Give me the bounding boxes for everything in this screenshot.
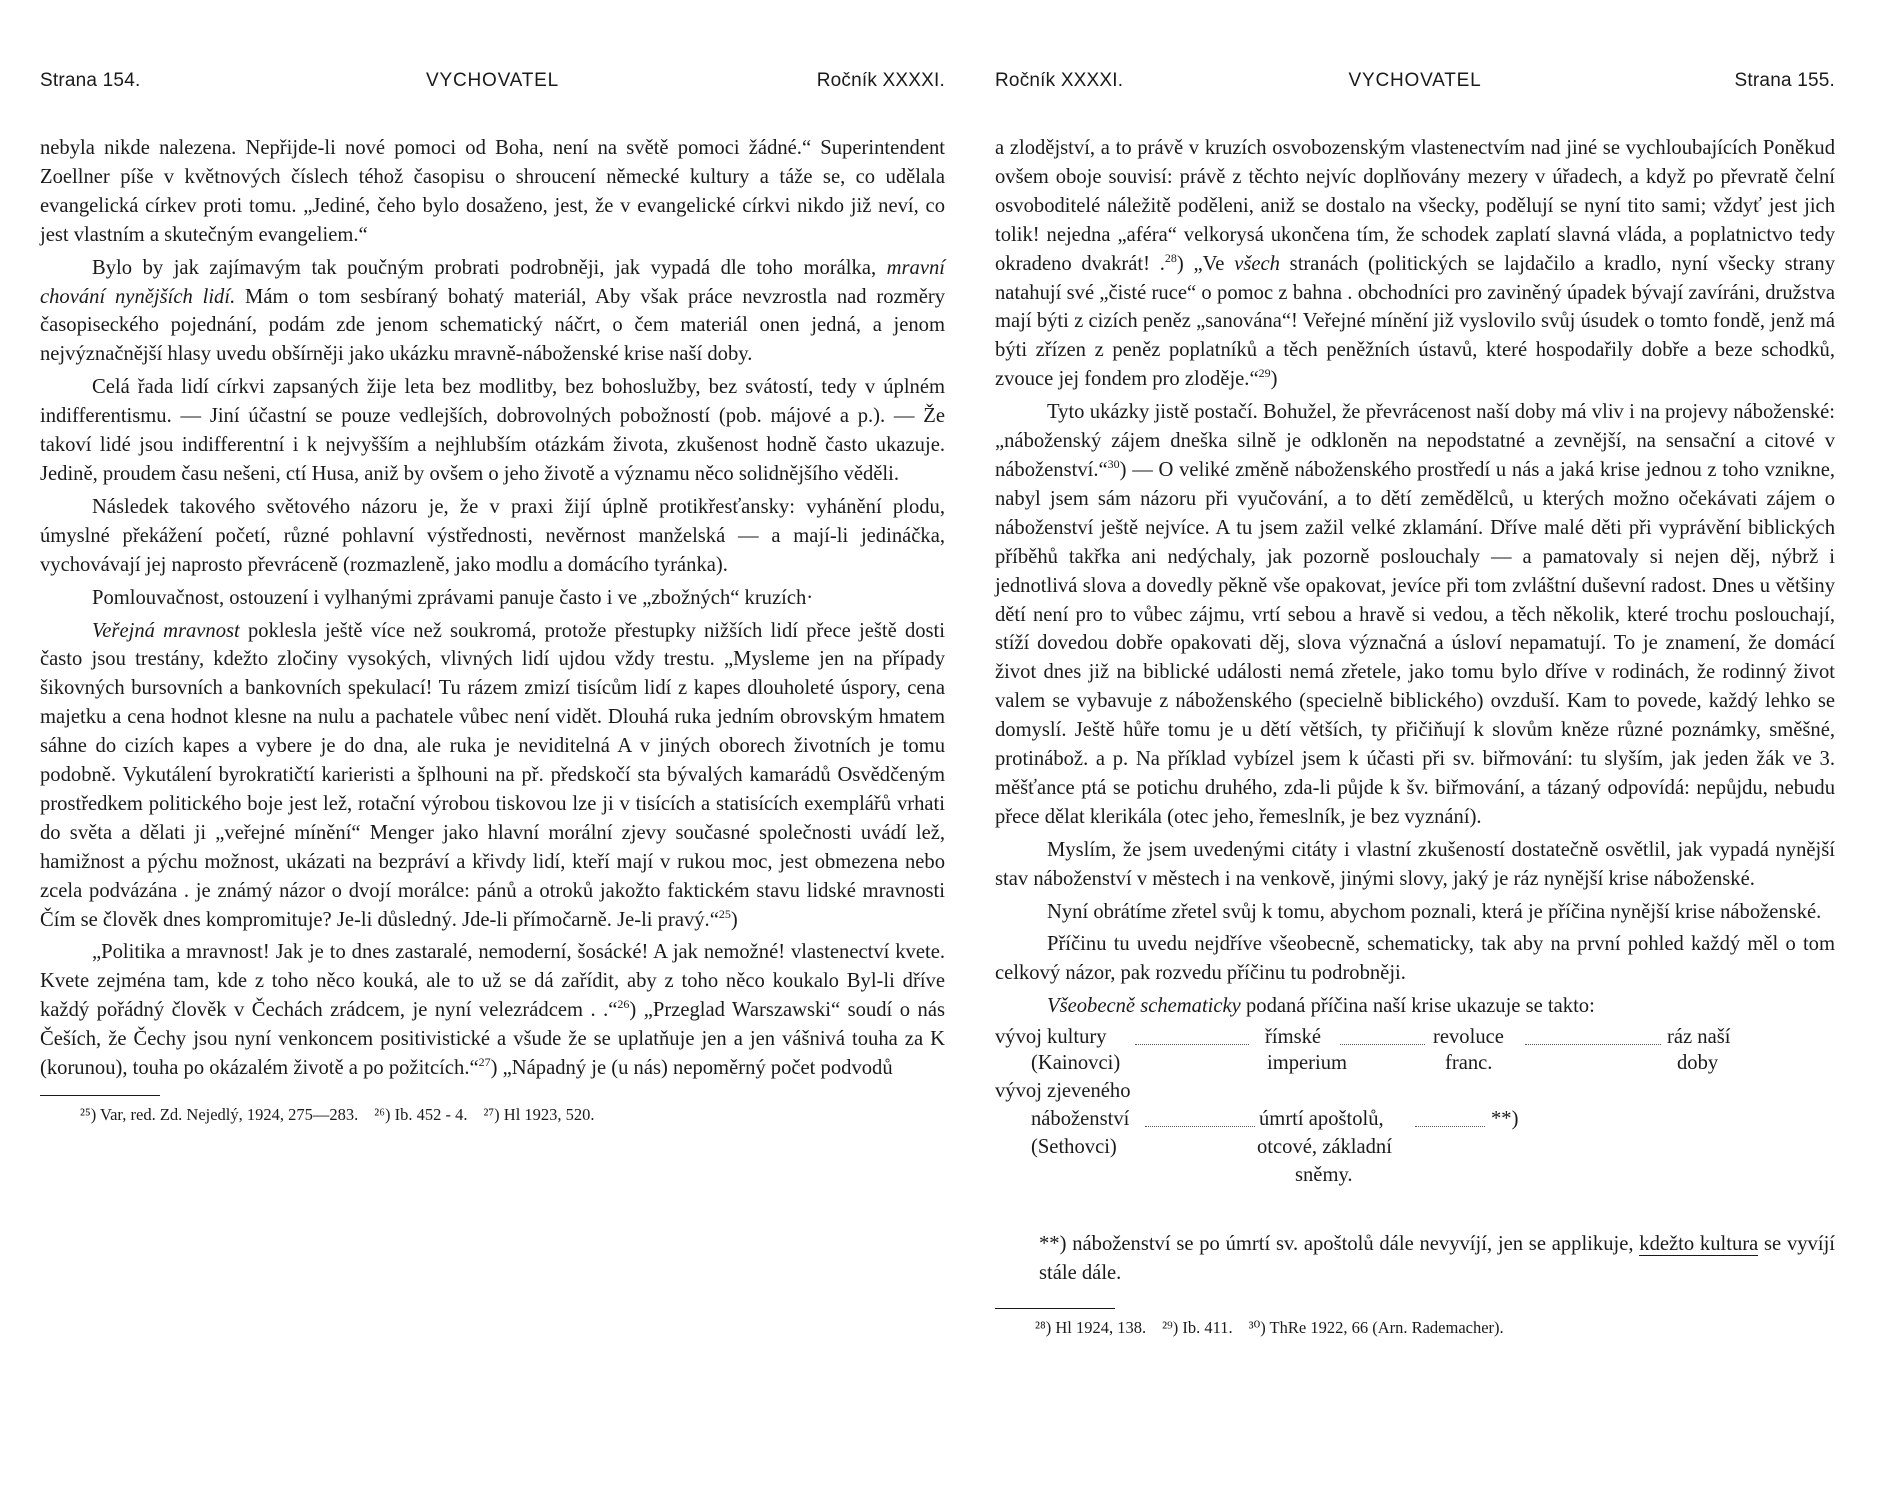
schema-character: ráz naší (1667, 1026, 1731, 1049)
left-volume: Ročník XXXXI. (816, 70, 945, 91)
schema-cainites: (Kainovci) (1031, 1052, 1121, 1075)
right-page (995, 70, 1835, 1480)
schema-dots (1415, 1126, 1485, 1127)
paragraph (995, 134, 1835, 394)
right-page-number: Strana 155. (1734, 70, 1835, 91)
footnote-ref: 26 (617, 997, 630, 1012)
right-footnotes (995, 1317, 1835, 1339)
schema-french: franc. (1445, 1052, 1493, 1075)
schema-dots (1135, 1044, 1249, 1045)
schema-revolution: revoluce (1433, 1026, 1504, 1049)
text-run: ) „Ve (1176, 252, 1235, 275)
schema-dots (1525, 1044, 1661, 1045)
text-run: Příčinu tu uvedu nejdříve všeobecně, schematicky, tak aby na první pohled každý měl o tom celkový názor, pak rozvedu příčinu tu podrobněji. (995, 933, 1835, 985)
schema-note-underlined: kdežto kultura (1639, 1232, 1759, 1255)
paragraph (995, 930, 1835, 988)
footnote-ref: 27 (478, 1055, 491, 1070)
text-run: stranách (politických se lajdačilo a kradlo, nyní všecky strany natahují své „čisté ruce“ o pomoc z bahna . obchodníci pro zaviněný úpadek bývají zavíráni, družstva mají býti z cizích peněz „sanována“! Veřejné mínění již vyslovilo svůj úsudek o tomto fondě, jenž má býti zřízen z peněz poplatníků a těch peněžních ústavů, které hospodařily dobře a beze schodků, zvouce jej fondem pro zloděje.“ (995, 252, 1835, 391)
schema-note (995, 1230, 1835, 1288)
text-run: Myslím, že jsem uvedenými citáty i vlastní zkušeností dostatečně osvětlil, jak vypadá nynější stav náboženství v městech i na venkově, jinými slovy, jaký je ráz nynější krise náboženské. (995, 838, 1835, 890)
paragraph (40, 254, 945, 370)
footnote: ²⁶) Ib. 452 - 4. (374, 1105, 468, 1124)
text-run: ) „Nápadný je (u nás) nepoměrný počet podvodů (490, 1057, 893, 1080)
footnote-ref: 30 (1107, 457, 1120, 472)
text-run: ) (730, 908, 738, 931)
text-run: a zlodějství, a to právě v kruzích osvobozenským vlastenectvím nad jiné se vychloubajících Poněkud ovšem oboje souvisí: právě z těchto nejvíc doplňovány mezery v úřadech, a když po převratě čelní osvoboditelé náležitě poděleni, aniž se dostalo na všecky, podělují se nyní tito sami; vždyť jest jich tolik! nejedna „aféra“ velkorysá ukončena tím, že schodek zaplatí slavná vláda, a poplatnictvo tedy okradeno dvakrát! . (995, 137, 1835, 275)
left-page-number: Strana 154. (40, 70, 141, 91)
left-running-head (40, 70, 945, 104)
schema-sethites: (Sethovci) (1031, 1136, 1117, 1159)
schema-intro-emphasis: Všeobecně schematicky (1047, 995, 1241, 1018)
text-run: „Politika a mravnost! Jak je to dnes zastaralé, nemoderní, šosácké! A jak nemožné! vlastenectví kvete. Kvete zejména tam, kde z toho něco kouká, ale to už se dá zařídit, aby z toho něco koukalo Byl-li dříve každý pořádný člověk v Čechách zrádcem, je nyní velezrádcem . .“ (40, 941, 945, 1022)
right-footnote-rule (995, 1308, 1115, 1309)
footnote-ref: 28 (1164, 250, 1177, 265)
schema-imperium: imperium (1267, 1052, 1348, 1075)
right-running-head (995, 70, 1835, 104)
emphasis-text: všech (1234, 252, 1280, 275)
text-run: Bylo by jak zajímavým tak poučným probrati podrobněji, jak vypadá dle toho morálka, (92, 256, 887, 279)
paragraph (40, 134, 945, 250)
paragraph (995, 898, 1835, 927)
schema-roman: římské (1265, 1026, 1322, 1049)
footnote: ³⁰) ThRe 1922, 66 (Arn. Rademacher). (1248, 1318, 1504, 1338)
emphasis-text: mravní chování nynějších lidí. (40, 256, 945, 308)
text-run: ) „Przeglad Warszawski“ soudí o nás Češích, že Čechy jsou nyní venkoncem positivistické a všude že se uplatňuje jen a jen vášnivá touha za K (korunou), touha po okázalém životě a po požitcích.“ (40, 999, 945, 1080)
text-run: poklesla ještě více než soukromá, protože přestupky nižších lidí přece ještě dosti často jsou trestány, kdežto zločiny vysokých, vlivných lidí ujdou vždy trestu. „Mysleme jen na případy šikovných bursovních a bankovních spekulací! Tu rázem zmizí tisícům lidí z kapes dlouholeté úspory, cena majetku a cena hodnot klesne na nulu a pachatele vůbec není vidět. Dlouhá ruka jedním obrovským hmatem sáhne do cizích kapes a vybere je do dna, ale ruka je neviditelná A v jiných oborech životních je tomu podobně. Vykutálení byrokratičtí karieristi a šplhouni na př. předskočí sta bývalých kamarádů Osvědčeným prostředkem politického boje jest lež, rotační výrobou tiskovou lze ji v tisících a statisících exemplářů vrhati do světa a dělati ji „veřejné mínění“ Menger jako hlavní morální zjevy současné společnosti uvádí lež, hamižnost a pýchu možnost, ukázati na bezpráví a křivdy lidí, kteří mají v rukou moc, jest obmezena nebo zcela podvázána . je známý názor o dvojí morálce: pánů a otroků jakožto faktickém stavu lidské mravnosti Čím se člověk dnes kompromituje? Je-li důsledný. Jde-li přímočarně. Je-li pravý.“ (40, 619, 945, 931)
schema-dots (1145, 1126, 1255, 1127)
right-journal-title: VYCHOVATEL (1348, 70, 1482, 91)
text-run: Celá řada lidí církvi zapsaných žije leta bez modlitby, bez bohoslužby, bez svátostí, tedy v úplném indifferentismu. — Jiní účastní se pouze vedlejších, dobrovolných pobožností (pob. májové a p.). — Že takoví lidé jsou indifferentní i k nejvyšším a nejhlubším otázkám života, zkušenost hodně často ukazuje. Jedině, proudem času nešeni, ctí Husa, aniž by ovšem o jeho životě a významu něco solidnějšího věděli. (40, 376, 945, 485)
right-volume: Ročník XXXXI. (995, 70, 1124, 91)
left-footnotes (40, 1104, 945, 1126)
paragraph (40, 617, 945, 935)
schema-note-rest: se vyvíjí stále dále. (1039, 1232, 1836, 1284)
left-body-text (40, 134, 945, 1083)
paragraph (40, 938, 945, 1083)
schema-culture: vývoj kultury (995, 1026, 1107, 1049)
footnote: ²⁷) Hl 1923, 520. (483, 1105, 595, 1124)
right-body-text (995, 134, 1835, 988)
footnote: ²⁹) Ib. 411. (1162, 1318, 1233, 1338)
paragraph (40, 584, 945, 613)
schema-intro (995, 992, 1835, 1021)
emphasis-text: Veřejná mravnost (92, 619, 240, 642)
text-run: Následek takového světového názoru je, že v praxi žijí úplně protikřesťansky: vyhánění plodu, úmyslné překážení početí, různé pohlavní výstřednosti, nevěrnost manželská — a mají-li jedináčka, vychovávají jej naprosto převráceně (rozmazleně, jako modlu a domácího tyránka). (40, 495, 945, 576)
paragraph (40, 373, 945, 489)
schema-religion: náboženství (1031, 1108, 1130, 1131)
schema-apostles: úmrtí apoštolů, (1259, 1108, 1384, 1131)
schema-star-ref: **) (1491, 1108, 1519, 1131)
schema-revelation: vývoj zjeveného (995, 1080, 1131, 1103)
text-run: ) (1270, 368, 1278, 391)
footnote-ref: 25 (718, 906, 731, 921)
text-run: Tyto ukázky jistě postačí. Bohužel, že převrácenost naší doby má vliv i na projevy náboženské: „náboženský zájem dneška silně je odkloněn na nepodstatné a zevnější, na sensační a citové v náboženství.“ (995, 401, 1835, 481)
schema-era: doby (1677, 1052, 1719, 1075)
text-run: ) — O veliké změně náboženského prostředí u nás a jaká krise jednou z toho vznikne, nabyl jsem sám názoru při vyučování, a to dětí zemědělců, u kterých možno očekávati zájem o náboženství ještě nejvíce. A tu jsem zažil velké zklamání. Dříve malé děti při vyprávění biblických příběhů takřka ani nedýchaly, jak pozorně poslouchaly — a pamatovaly si nejen děj, nýbrž i jednotlivá slova a dovedly pěkně vše opakovat, jevíce při tom zvláštní duševní radost. Dnes u většiny dětí není pro to vůbec zájmu, vrtí sebou a hravě si vedou, a těch několik, které trochu poslouchají, stíží dovedou dobře opakovati děj, slova význačná a úsloví nepamatují. To je znamení, že domácí život dnes již na biblické události nemá zřetele, jako tomu bylo dříve v rodinách, že rodinný život valem se vybavuje z náboženského (specielně biblického) ovzduší. Kam to povede, každý lehko se domyslí. Ještě hůře tomu je u dětí větších, ty přičiňují k slovům kněze různé poznámky, směšné, protinábož. a p. Na příklad vybízel jsem k účasti při sv. biřmování: tu slyším, jak jeden žák ve 3. měšťance ptá se potichu druhého, zda-li půjde k šv. biřmování, a tázaný odpovídá: nepůjdu, nebudu přece dělat klerikála (otec jeho, řemeslník, je bez vyznání). (995, 458, 1835, 828)
schema-note-lead: **) náboženství se po úmrtí sv. apoštolů dále nevyvíjí, jen se applikuje, (1039, 1232, 1640, 1255)
footnote: ²⁵) Var, red. Zd. Nejedlý, 1924, 275—283. (80, 1105, 359, 1124)
schema-intro-text: podaná příčina naší krise ukazuje se takto: (1240, 995, 1595, 1018)
schema-fathers: otcové, základní (1257, 1136, 1392, 1159)
paragraph (995, 836, 1835, 894)
text-run: Pomlouvačnost, ostouzení i vylhanými zprávami panuje často i ve „zbožných“ kruzích· (92, 586, 814, 609)
schema-councils: sněmy. (1295, 1164, 1353, 1187)
footnote-ref: 29 (1258, 366, 1271, 381)
footnote: ²⁸) Hl 1924, 138. (1035, 1318, 1147, 1338)
paragraph (995, 398, 1835, 832)
text-run: Mám o tom sesbíraný bohatý materiál, Aby však práce nevzrostla nad rozměry časopiseckého pojednání, podám zde jenom schematický náčrt, o čem materiál onen jedná, a jenom nejvýznačnější hlasy uvedu obšírněji jako ukázku mravně-náboženské krise naší doby. (40, 285, 946, 366)
left-page (40, 70, 945, 1480)
schema-dots (1340, 1044, 1425, 1045)
left-journal-title: VYCHOVATEL (426, 70, 559, 91)
left-footnote-rule (40, 1095, 160, 1096)
paragraph (40, 493, 945, 580)
text-run: Nyní obrátíme zřetel svůj k tomu, abychom poznali, která je příčina nynější krise náboženské. (1047, 900, 1822, 923)
cause-schema (995, 1023, 1835, 1209)
text-run: nebyla nikde nalezena. Nepřijde-li nové pomoci od Boha, není na světě pomoci žádné.“ Superintendent Zoellner píše v květnových číslech téhož časopisu o shroucení německé kultury a táže se, co udělala evangelická církev proti tomu. „Jediné, čeho bylo dosaženo, jest, že v evangelické církvi nikdo již neví, co jest vlastním a skutečným evangeliem.“ (40, 137, 945, 246)
